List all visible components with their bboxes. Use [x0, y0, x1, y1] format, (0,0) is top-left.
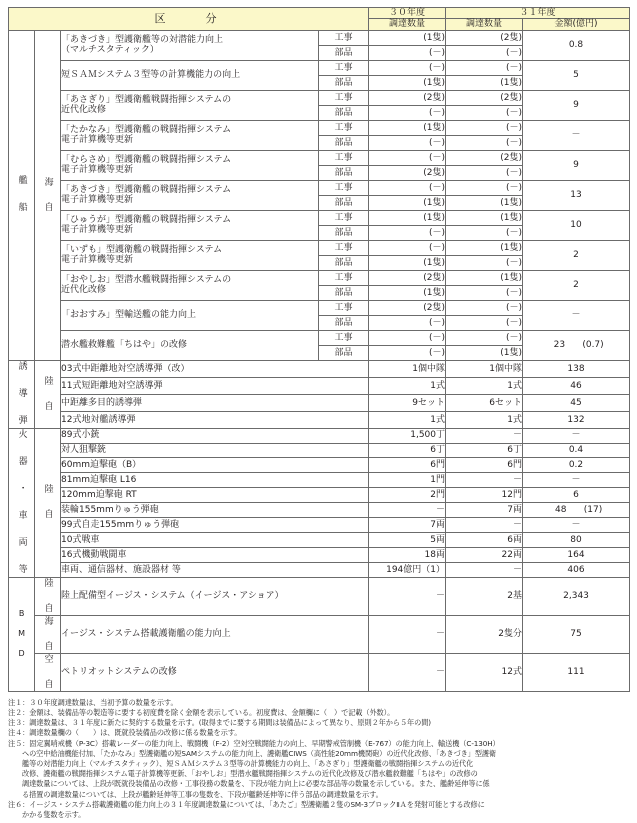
note-line: 注２：金額は、装備品等の製造等に要する初度費を除く金額を表示している。初度費は、金額欄に（ ）で記載（外数）。	[8, 707, 395, 717]
fy31-qty-work: (－)	[446, 60, 523, 75]
amount-cell	[523, 360, 630, 377]
amount-value: 23	[553, 340, 566, 351]
amount-cell	[523, 532, 630, 547]
fy31-qty: 6丁	[446, 443, 523, 458]
amount-cell	[523, 547, 630, 562]
fy31-qty-parts: (－)	[446, 165, 523, 180]
amount-value: 45	[570, 397, 582, 408]
amount-value: 80	[570, 534, 582, 545]
fy30-qty-parts: (－)	[369, 315, 446, 330]
item-name	[61, 300, 319, 330]
amount-value: 111	[567, 667, 585, 678]
fy31-qty-parts: (－)	[446, 315, 523, 330]
item-line: 「おやしお」型潜水艦戦闘指揮システムの	[61, 274, 232, 285]
fy31-qty: 1式	[446, 411, 523, 428]
fy30-qty-parts: (－)	[369, 135, 446, 150]
fy30-qty-work: (2隻)	[369, 270, 446, 285]
fy31-qty: －	[446, 473, 523, 488]
fy30-qty-parts: (－)	[369, 105, 446, 120]
kind-work: 工事	[319, 150, 369, 165]
note-line: 調達数量については、上段が既就役装備品の改修・工事役務の数量を、下段が能力向上に必要な部品等の数量を示している。また、艦齢延伸等に係	[22, 779, 490, 789]
amount-initial-cost: (17)	[583, 504, 603, 515]
kind-parts: 部品	[319, 195, 369, 210]
amount-cell	[523, 180, 630, 210]
amount-cell	[523, 615, 630, 653]
fy31-qty-parts: (－)	[446, 105, 523, 120]
item-name: 16式機動戦闘車	[61, 547, 369, 562]
kind-parts: 部品	[319, 45, 369, 60]
amount-cell	[523, 90, 630, 120]
amount-value: 2	[573, 280, 579, 291]
header-fy30-qty: 調達数量	[369, 19, 446, 30]
fy31-qty-parts: (－)	[446, 135, 523, 150]
item-line: 近代化改修	[61, 105, 107, 116]
amount-cell	[523, 30, 630, 60]
amount-cell	[523, 300, 630, 330]
amount-value: 164	[567, 549, 585, 560]
header-fy30: ３０年度	[369, 8, 446, 19]
note-line: かかる隻数を示す。	[22, 810, 86, 820]
amount-value: －	[571, 430, 581, 441]
item-name: 81mm迫撃砲 L16	[61, 473, 369, 488]
item-name: 89式小銃	[61, 428, 369, 443]
fy31-qty-parts: (－)	[446, 225, 523, 240]
item-name: 11式短距離地対空誘導弾	[61, 377, 369, 394]
fy30-qty-work: (2隻)	[369, 300, 446, 315]
fy31-qty: 6両	[446, 532, 523, 547]
fy30-qty-parts: (1隻)	[369, 195, 446, 210]
item-name: 99式自走155mmりゅう弾砲	[61, 518, 369, 533]
item-line: 電子計算機等更新	[61, 135, 134, 146]
fy30-qty: －	[369, 615, 446, 653]
amount-cell	[523, 330, 630, 360]
kind-work: 工事	[319, 300, 369, 315]
item-name: 対人狙撃銃	[61, 443, 369, 458]
kind-work: 工事	[319, 240, 369, 255]
amount-value: 132	[567, 414, 585, 425]
item-name	[61, 270, 319, 300]
note-line: 注４：調達数量欄の（ ）は、既就役装備品の改修に係る数量を示す。	[8, 728, 242, 738]
item-line: 潜水艦救難艦「ちはや」の改修	[61, 340, 188, 351]
header-kubun: 区 分	[9, 8, 369, 31]
note-line: への空中給油機能付加、「たかなみ」型護衛艦の短SAMシステムの能力向上、護衛艦CIWS（高性能20mm機関砲）の近代化改修、「あきづき」型護衛	[22, 748, 497, 758]
fy31-qty: 22両	[446, 547, 523, 562]
amount-cell	[523, 150, 630, 180]
amount-cell	[523, 210, 630, 240]
amount-value: 46	[570, 380, 582, 391]
amount-cell	[523, 377, 630, 394]
item-line: 「おおすみ」型輸送艦の能力向上	[61, 310, 197, 321]
amount-cell	[523, 488, 630, 503]
amount-value: 10	[570, 220, 582, 231]
procurement-table	[8, 7, 630, 692]
amount-value: 2,343	[563, 591, 589, 602]
note-line: 艦等の対潜能力向上（マルチスタティック）、短ＳＡＭシステム３型等の計算機能力の向上、「あさぎり」型護衛艦の戦闘指揮システムの近代化	[22, 759, 474, 768]
amount-value: 13	[570, 190, 582, 201]
branch-label: 陸 自	[35, 577, 61, 615]
amount-value: 5	[573, 70, 579, 81]
fy31-qty: 7両	[446, 503, 523, 518]
amount-cell	[523, 653, 630, 691]
amount-cell	[523, 562, 630, 577]
item-line: 「あきづき」型護衛艦等の対潜能力向上	[61, 34, 224, 45]
kind-work: 工事	[319, 330, 369, 345]
amount-cell	[523, 518, 630, 533]
fy30-qty-parts: (1隻)	[369, 75, 446, 90]
amount-initial-cost: (0.7)	[582, 340, 604, 351]
fy31-qty-work: (1隻)	[446, 240, 523, 255]
branch-label: 空 自	[35, 653, 61, 691]
kind-parts: 部品	[319, 225, 369, 240]
amount-value: 0.4	[568, 445, 584, 456]
fy31-qty-parts: (1隻)	[446, 195, 523, 210]
fy31-qty-work: (2隻)	[446, 30, 523, 45]
category-label-bmd: B M D	[9, 577, 35, 691]
fy31-qty-work: (2隻)	[446, 90, 523, 105]
kind-parts: 部品	[319, 165, 369, 180]
fy31-qty: －	[446, 428, 523, 443]
item-name: ペトリオットシステムの改修	[61, 653, 369, 691]
amount-value: 406	[567, 564, 585, 575]
amount-cell	[523, 428, 630, 443]
item-name: 03式中距離地対空誘導弾（改）	[61, 360, 369, 377]
item-line: 電子計算機等更新	[61, 195, 134, 206]
item-line: 電子計算機等更新	[61, 165, 134, 176]
item-line: 電子計算機等更新	[61, 255, 134, 266]
amount-cell	[523, 577, 630, 615]
fy31-qty: －	[446, 562, 523, 577]
kind-parts: 部品	[319, 255, 369, 270]
item-name	[61, 150, 319, 180]
kind-work: 工事	[319, 30, 369, 45]
fy30-qty-parts: (1隻)	[369, 255, 446, 270]
item-name	[61, 240, 319, 270]
amount-value: 0.8	[568, 40, 584, 51]
amount-cell	[523, 473, 630, 488]
amount-cell	[523, 503, 630, 518]
amount-value: －	[571, 519, 581, 530]
fy31-qty-parts: (－)	[446, 255, 523, 270]
note-line: 改修、護衛艦の戦闘指揮システム電子計算機等更新、「おやしお」型潜水艦戦闘指揮システムの近代化改修及び潜水艦救難艦「ちはや」の改修の	[22, 769, 478, 779]
item-name	[61, 60, 319, 90]
table-header	[9, 8, 630, 31]
item-name	[61, 30, 319, 60]
category-label-weapons-vehicles: 火 器 ・ 車 両 等	[9, 428, 35, 577]
branch-label-gsdf: 陸 自	[35, 360, 61, 428]
item-name	[61, 210, 319, 240]
fy31-qty-parts: (1隻)	[446, 75, 523, 90]
kind-parts: 部品	[319, 345, 369, 360]
fy31-qty-work: (1隻)	[446, 270, 523, 285]
kind-parts: 部品	[319, 105, 369, 120]
fy31-qty: 6門	[446, 458, 523, 473]
note-line: 注３：調達数量は、３１年度に新たに契約する数量を示す。(取得までに要する期間は装備品によって異なり、原則２年から５年の間)	[8, 718, 432, 728]
note-line: 注５：固定翼哨戒機（P-3C）搭載レーダーの能力向上、戦闘機（F-2）空対空戦闘能力の向上、早期警戒管制機（E-767）の能力向上、輸送機（C-130H）	[8, 738, 500, 748]
kind-parts: 部品	[319, 315, 369, 330]
fy31-qty: 6セット	[446, 394, 523, 411]
fy30-qty: 2門	[369, 488, 446, 503]
fy30-qty: 6門	[369, 458, 446, 473]
fy31-qty-parts: (1隻)	[446, 345, 523, 360]
fy30-qty-work: (－)	[369, 60, 446, 75]
header-fy31-amount: 金額(億円)	[523, 19, 630, 30]
fy30-qty: 1式	[369, 377, 446, 394]
item-line: 短ＳＡＭシステム３型等の計算機能力の向上	[61, 70, 241, 81]
fy30-qty-parts: (－)	[369, 225, 446, 240]
item-name: 120mm迫撃砲 RT	[61, 488, 369, 503]
table-body	[9, 30, 630, 691]
item-line: 「あさぎり」型護衛艦戦闘指揮システムの	[61, 94, 232, 105]
fy30-qty: 9セット	[369, 394, 446, 411]
fy31-qty-work: (－)	[446, 180, 523, 195]
fy30-qty: 7両	[369, 518, 446, 533]
item-name: 中距離多目的誘導弾	[61, 394, 369, 411]
fy31-qty: 12式	[446, 653, 523, 691]
fy30-qty-parts: (2隻)	[369, 165, 446, 180]
item-name: 12式地対艦誘導弾	[61, 411, 369, 428]
fy30-qty: 1個中隊	[369, 360, 446, 377]
amount-cell	[523, 411, 630, 428]
fy30-qty: 1,500丁	[369, 428, 446, 443]
header-fy31-qty: 調達数量	[446, 19, 523, 30]
fy30-qty-work: (1隻)	[369, 210, 446, 225]
item-name: イージス・システム搭載護衛艦の能力向上	[61, 615, 369, 653]
item-line: 近代化改修	[61, 285, 107, 296]
header-fy31: ３１年度	[446, 8, 630, 19]
fy30-qty: 1門	[369, 473, 446, 488]
fy30-qty: －	[369, 653, 446, 691]
kind-work: 工事	[319, 120, 369, 135]
fy30-qty-work: (1隻)	[369, 120, 446, 135]
item-line: （マルチスタティック）	[61, 45, 159, 56]
fy30-qty-work: (－)	[369, 180, 446, 195]
fy30-qty: 1式	[369, 411, 446, 428]
item-name	[61, 120, 319, 150]
fy31-qty-work: (－)	[446, 120, 523, 135]
note-line: る措置の調達数量については、上段が艦齢延伸等工事の隻数を、下段が艦齢延伸等に伴う部品の調達数量を示す。	[22, 789, 383, 799]
item-line: 「いずも」型護衛艦の戦闘指揮システム	[61, 244, 223, 255]
note-line: 注６：イージス・システム搭載護衛艦の能力向上の３１年度調達数量については、「あたご」型護衛艦２隻のSM-3ブロックⅡＡを発射可能とする改修に	[8, 799, 485, 809]
kind-work: 工事	[319, 90, 369, 105]
notes-block	[8, 698, 629, 821]
kind-work: 工事	[319, 60, 369, 75]
amount-cell	[523, 394, 630, 411]
kind-work: 工事	[319, 270, 369, 285]
category-label-ships: 艦 船	[9, 30, 35, 360]
note-line: 注１：３０年度調達数量は、当初予算の数量を示す。	[8, 697, 178, 707]
item-name	[61, 330, 319, 360]
fy30-qty: 18両	[369, 547, 446, 562]
amount-value: 48	[555, 504, 567, 515]
amount-value: 138	[567, 363, 585, 374]
item-line: 「ひゅうが」型護衛艦の戦闘指揮システム	[61, 214, 232, 225]
branch-label-gsdf: 陸 自	[35, 428, 61, 577]
item-name: 車両、通信器材、施設器材 等	[61, 562, 369, 577]
fy30-qty-work: (－)	[369, 240, 446, 255]
kind-parts: 部品	[319, 135, 369, 150]
item-name: 60mm迫撃砲（B）	[61, 458, 369, 473]
item-name: 陸上配備型イージス・システム（イージス・アショア）	[61, 577, 369, 615]
fy30-qty-parts: (－)	[369, 45, 446, 60]
category-label-missiles: 誘 導 弾	[9, 360, 35, 428]
fy31-qty-work: (－)	[446, 330, 523, 345]
amount-cell	[523, 120, 630, 150]
item-line: 「たかなみ」型護衛艦の戦闘指揮システム	[61, 124, 232, 135]
amount-value: 75	[570, 629, 582, 640]
fy31-qty: －	[446, 518, 523, 533]
fy30-qty: －	[369, 503, 446, 518]
branch-label: 海 自	[35, 615, 61, 653]
amount-cell	[523, 240, 630, 270]
amount-value: －	[571, 310, 581, 321]
fy31-qty: 1個中隊	[446, 360, 523, 377]
amount-value: －	[571, 475, 581, 486]
fy31-qty: 2基	[446, 577, 523, 615]
amount-value: 0.2	[568, 460, 584, 471]
fy31-qty: 12門	[446, 488, 523, 503]
branch-label-msdf: 海 自	[35, 30, 61, 360]
fy30-qty-work: (－)	[369, 330, 446, 345]
amount-value: 9	[573, 100, 579, 111]
kind-parts: 部品	[319, 285, 369, 300]
kind-work: 工事	[319, 210, 369, 225]
item-name	[61, 90, 319, 120]
kind-work: 工事	[319, 180, 369, 195]
item-name	[61, 180, 319, 210]
item-line: 「あきづき」型護衛艦の戦闘指揮システム	[61, 184, 232, 195]
amount-value: 6	[573, 490, 579, 501]
fy30-qty-work: (2隻)	[369, 90, 446, 105]
item-name: 10式戦車	[61, 532, 369, 547]
amount-value: －	[571, 130, 581, 141]
amount-cell	[523, 60, 630, 90]
fy30-qty-parts: (－)	[369, 345, 446, 360]
fy30-qty: －	[369, 577, 446, 615]
fy31-qty: 2隻分	[446, 615, 523, 653]
fy30-qty: 194億円（1）	[369, 562, 446, 577]
fy31-qty-work: (1隻)	[446, 210, 523, 225]
amount-cell	[523, 443, 630, 458]
amount-cell	[523, 458, 630, 473]
amount-value: 9	[573, 160, 579, 171]
item-name: 装輪155mmりゅう弾砲	[61, 503, 369, 518]
kind-parts: 部品	[319, 75, 369, 90]
fy30-qty: 6丁	[369, 443, 446, 458]
item-line: 電子計算機等更新	[61, 225, 134, 236]
fy30-qty-work: (－)	[369, 150, 446, 165]
fy31-qty-work: (－)	[446, 300, 523, 315]
fy30-qty: 5両	[369, 532, 446, 547]
fy30-qty-parts: (1隻)	[369, 285, 446, 300]
fy31-qty-parts: (－)	[446, 45, 523, 60]
fy31-qty-parts: (－)	[446, 285, 523, 300]
fy31-qty-work: (2隻)	[446, 150, 523, 165]
fy30-qty-work: (1隻)	[369, 30, 446, 45]
fy31-qty: 1式	[446, 377, 523, 394]
item-line: 「むらさめ」型護衛艦の戦闘指揮システム	[61, 154, 232, 165]
amount-value: 2	[573, 250, 579, 261]
amount-cell	[523, 270, 630, 300]
